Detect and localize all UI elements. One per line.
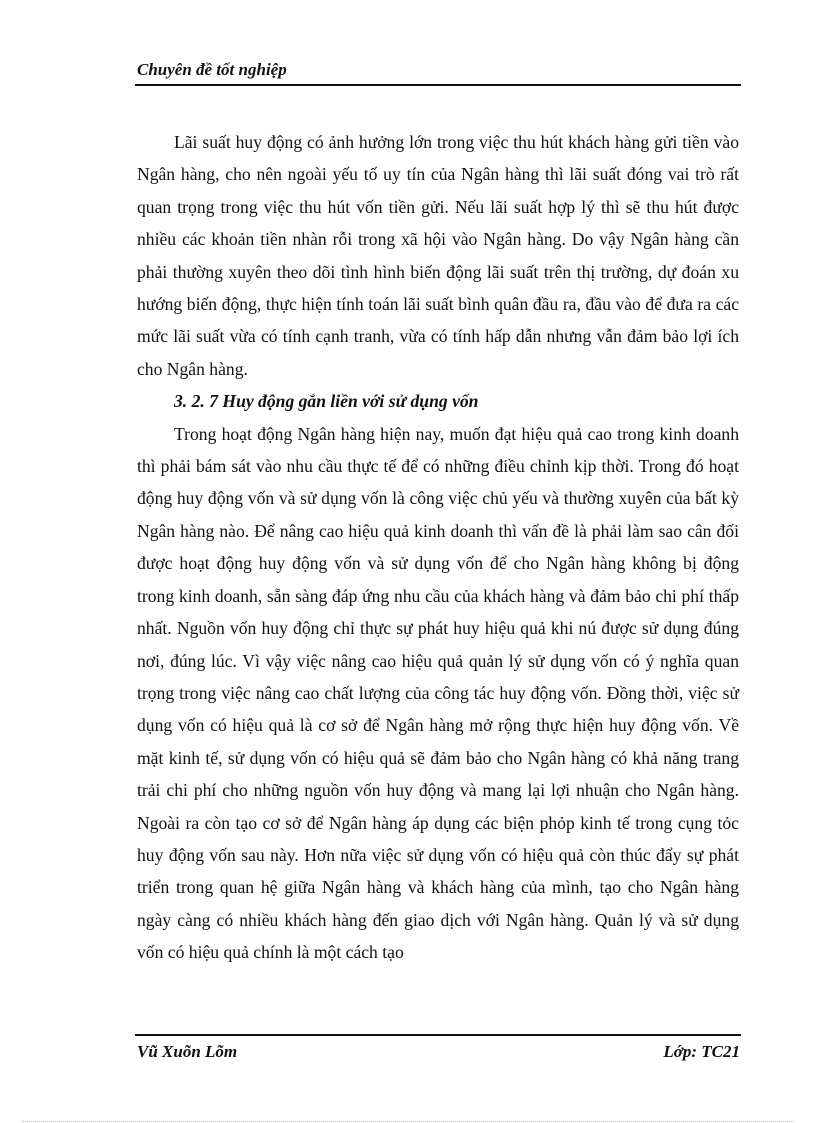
footer-divider — [135, 1034, 741, 1036]
body-paragraph: Trong hoạt động Ngân hàng hiện nay, muốn đạt hiệu quả cao trong kinh doanh thì phải bám sát vào nhu cầu thực tế để có những điều chỉnh kịp thời. Trong đó hoạt động huy động vốn và sử dụng vốn là công việc chủ yếu và thường xuyên của bất kỳ Ngân hàng nào. Để nâng cao hiệu quả kinh doanh thì vấn đề là phải làm sao cân đối được hoạt động huy động vốn và sử dụng vốn để cho Ngân hàng không bị động trong kinh doanh, sẵn sàng đáp ứng nhu cầu của khách hàng và đảm bảo chi phí thấp nhất. Nguồn vốn huy động chỉ thực sự phát huy hiệu quả khi nú được sử dụng đúng nơi, đúng lúc. Vì vậy việc nâng cao hiệu quả quản lý sử dụng vốn có ý nghĩa quan trọng trong việc nâng cao chất lượng của công tác huy động vốn. Đồng thời, việc sử dụng vốn có hiệu quả là cơ sở để Ngân hàng mở rộng thực hiện huy động vốn. Về mặt kinh tế, sử dụng vốn có hiệu quả sẽ đảm bảo cho Ngân hàng có khả năng trang trải chi phí cho những nguồn vốn huy động và mang lại lợi nhuận cho Ngân hàng. Ngoài ra còn tạo cơ sở để Ngân hàng áp dụng các biện phỏp kinh tế trong cụng tỏc huy động vốn sau này. Hơn nữa việc sử dụng vốn có hiệu quả còn thúc đẩy sự phát triển trong quan hệ giữa Ngân hàng và khách hàng của mình, tạo cho Ngân hàng ngày càng có nhiều khách hàng đến giao dịch với Ngân hàng. Quản lý và sử dụng vốn có hiệu quả chính là một cách tạo — [137, 423, 739, 963]
page-body — [137, 126, 739, 969]
footer-author: Vũ Xuõn Lõm — [137, 1042, 238, 1061]
running-header-title: Chuyên đề tốt nghiệp — [137, 60, 287, 79]
page-bottom-edge — [22, 1121, 794, 1122]
body-paragraph: Lãi suất huy động có ảnh hưởng lớn trong việc thu hút khách hàng gửi tiền vào Ngân hàng, cho nên ngoài yếu tố uy tín của Ngân hàng thì lãi suất đóng vai trò rất quan trọng trong việc thu hút vốn tiền gửi. Nếu lãi suất hợp lý thì sẽ thu hút được nhiều các khoản tiền nhàn rỗi trong xã hội vào Ngân hàng. Do vậy Ngân hàng cần phải thường xuyên theo dõi tình hình biến động lãi suất trên thị trường, dự đoán xu hướng biến động, thực hiện tính toán lãi suất bình quân đầu ra, đầu vào để đưa ra các mức lãi suất vừa có tính cạnh tranh, vừa có tính hấp dẫn nhưng vẫn đảm bảo lợi ích cho Ngân hàng. — [137, 132, 739, 379]
footer-class-label: Lớp: TC21 — [663, 1042, 740, 1061]
header-divider — [135, 84, 741, 86]
section-heading: 3. 2. 7 Huy động gắn liền với sử dụng vốn — [174, 391, 479, 412]
